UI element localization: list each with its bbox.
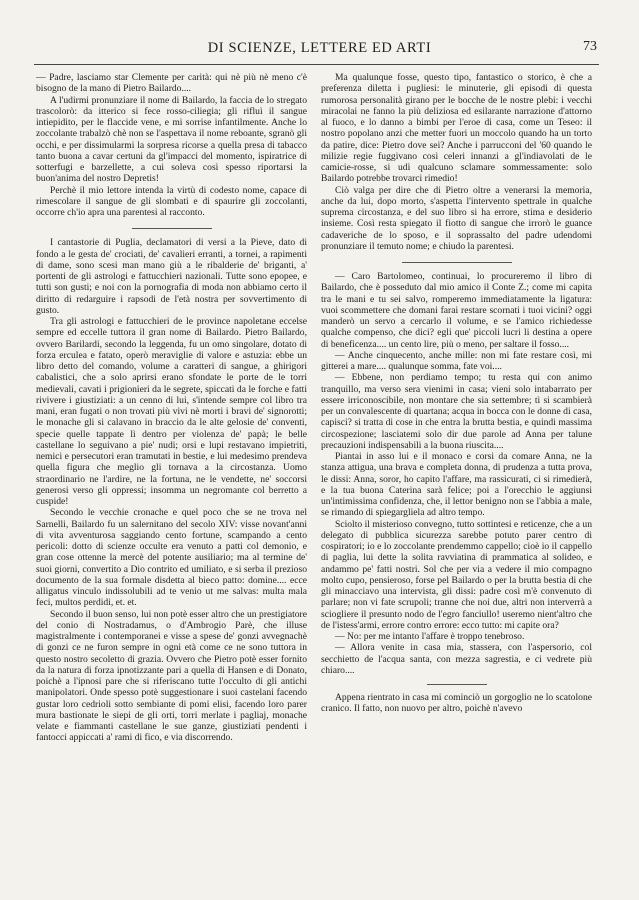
paragraph: — Caro Bartolomeo, continuai, lo procureremo il libro di Bailardo, che è posseduto dal mio amico il Conte Z.; come mi capita tra le mani e tu sei salvo, romperemo immediatamente la ligatura: vuoi scommettere che domani farai restare scornati i tuoi vicini? oggi manderò un servo a cercarlo il volume, e se l'amico richiedesse qualche compenso, che dici? egli que' piccoli lucri li destina a opere di beneficenza.... un cento lire, più o meno, per saltare il fosso.... — [321, 271, 592, 350]
section-separator — [402, 262, 512, 263]
page-number: 73 — [583, 39, 597, 54]
paragraph: — Padre, lasciamo star Clemente per carità: qui nè più nè meno c'è bisogno de la mano di Pietro Bailardo.... — [36, 72, 307, 95]
section-separator — [132, 228, 212, 229]
paragraph: I cantastorie di Puglia, declamatori di versi a la Pieve, dato di fondo a le gesta de' crociati, de' cavalieri erranti, a tornei, a rapimenti di dame, sono scesi man mano giù a le ribalderie de' briganti, a' portenti de gli astrologi e fattucchieri nazionali. Tutte sono epopee, e tutti son gusti; e noi con la pornografia di moda non abbiamo certo il diritto di redarguire i rapsodi de l'età nostra per sovvertimento di gusto. — [36, 237, 307, 316]
paragraph: Secondo il buon senso, lui non potè esser altro che un prestigiatore del conio di Nostradamus, o d'Ambrogio Parè, che illuse magistralmente i contemporanei e visse a spese de' gonzi avvegnachè di gonzi ce ne furon sempre in ogni età come ce ne sono tuttora in questo nostro secoletto di grazia. Ovvero che Pietro potè esser fornito da la natura di forza ipnotizzante pari a quella di Hansen e di Donato, poichè a l'ipnosi pare che si riferiscano tutte l'occulto di gli antichi manipolatori. Onde spesso potè suggestionare i suoi castelani facendo gustar loro cedrioli sotto sembiante di pomi elisi, facendo loro parer mura bastionate le siepi de gli orti, torri merlate i pagliaj, monache velate e fiammanti castellane le sue ganze, giustiziati pendenti i fantocci appiccati a' rami di fico, e via discorrendo. — [36, 608, 307, 744]
paragraph: Ciò valga per dire che di Pietro oltre a venerarsi la memoria, anche da lui, dopo morto, s'aspetta l'intervento spettrale in qualche suprema circostanza, e del suo libro si ha errore, stima e desiderio insieme. Così resta spiegato il fiotto di sangue che irrorò le guance cadaveriche de lo sposo, e il soprassalto del padre udendomi pronunziare il temuto nome; e chiudo la parentesi. — [321, 184, 592, 252]
paragraph: A l'udirmi pronunziare il nome di Bailardo, la faccia de lo stregato trascolorò: da itterico si fece rosso-ciliegia; gli rifluì il sangue intiepidito, per le flaccide vene, e mi sorrise infantilmente. Anche lo zoccolante trabalzò chè non se l'aspettava il nome reboante, sgranò gli occhi, e per dissimularmi la sorpresa ricorse a quella presa di tabacco tanto buona a cavar certuni da gl'impacci del momento, ispiratrice di sotterfugi e barzellette, a cui soleva così spesso riportarsi la buon'anima del nostro Depretis! — [36, 94, 307, 185]
paragraph: — Anche cinquecento, anche mille: non mi fate restare così, mi gitterei a mare.... qualunque somma, fate voi.... — [321, 349, 592, 372]
paragraph: — Ebbene, non perdiamo tempo; tu resta qui con animo tranquillo, ma verso sera vienimi in casa; vieni solo intabarrato per essere irriconoscibile, non montare che sia settembre; tì si scambierà per un convalescente di quartana; acqua in bocca con le donne di casa, capisci? si tratta di cose in che entra la brutta bestia, e quindi massima circospezione; lasciatemi solo dir due parole ad Anna per talune precauzioni indispensabili a la buona riuscita.... — [321, 372, 592, 451]
page-header — [0, 36, 639, 58]
running-title: DI SCIENZE, LETTERE ED ARTI — [207, 40, 432, 56]
left-column — [36, 72, 307, 744]
paragraph: Secondo le vecchie cronache e quel poco che se ne trova nel Sarnelli, Bailardo fu un salernitano del secolo XIV: visse novant'anni di vita avventurosa saggiando cento fortune, scampando a cento pericoli: dotto di scienze occulte era venuto a patti col demonio, e gran cose ottenne la mercè del potente ausiliario; ma al termine de' suoi giorni, convertito a Dio contrito ed umiliato, e si serba il prezioso documento de la sua formale disdetta al bieco patto: domine.... ecce alligatus vinculo indissolubili ad te venio ut me salvas: multa mala feci, multos perdidi, et. et. — [36, 507, 307, 609]
paragraph: Sciolto il misterioso convegno, tutto sottintesi e reticenze, che a un delegato di pubblica sicurezza sarebbe potuto parer centro di cospiratori; io e lo zoccolante prendemmo cappello; cioè io il cappello di paglia, lui dette la solita ravviatina di prammatica al solideo, e andammo pe' fatti nostri. Sol che per via a vedere il mio compagno molto cupo, pensieroso, forse pel Bailardo o per la brutta bestia di che gli minacciavo una intervista, gli dissi: padre così m'è convenuto di parlare; non vi fate scrupoli; tranne che noi due, altri non interverrà a sciogliere il presunto nodo de l'egro fanciullo! useremo nient'altro che de l'istess'armi, errore contro errore: ecco tutto: mi capite ora? — [321, 518, 592, 631]
paragraph: — Allora venite in casa mia, stassera, con l'aspersorio, col secchietto de l'acqua santa, con mezza sagrestia, e ci vedrete più chiaro.... — [321, 642, 592, 676]
paragraph: Perchè il mio lettore intenda la virtù di codesto nome, capace di rimescolare il sangue de gli slombati e di spaurire gli zoccolanti, occorre ch'io apra una parentesi al racconto. — [36, 184, 307, 218]
paragraph: — No: per me intanto l'affare è troppo tenebroso. — [335, 631, 525, 642]
header-rule — [34, 64, 599, 65]
right-column — [321, 72, 592, 715]
paragraph: Tra gli astrologi e fattucchieri de le province napoletane eccelse sempre ed eccelle tuttora il gran nome di Bailardo. Pietro Bailardo, ovvero Barilardi, secondo la leggenda, fu un omo singolare, dotato di forza erculea e fatato, operò meraviglie di valore e astuzia: ebbe un libro detto del comando, volume a caratteri di sangue, a ghirigori cabalistici, che a solo aprirsi erano sfondate le porte de le torri medievali, cavati i prigionieri da le segrete, spiccati da le forche e fatti rivivere i giustiziati: a un cenno di lui, s'intende sempre col libro tra mani, eran fugati o non trovati più vivi nè morti i bravi de' signorotti; le monache gli si calavano in braccio da le alte gelosie de' conventi, specie quelle tappate lì dentro per violenza de' papà; le belle castellane lo seguivano a pie' nudi; orsi e lupi restavano impietriti, nemici e persecutori eran tramutati in bestie, e lui medesimo prendeva quella figura che meglio gli tornava a la circostanza. Uomo straordinario ne l'ardire, ne la fortuna, ne le vendette, ne' soccorsi generosi verso gli oppressi; insomma un negromante col berretto a cuspide! — [36, 316, 307, 507]
paragraph: Piantai in asso lui e il monaco e corsi da comare Anna, ne la stanza attigua, una brava e completa donna, di prudenza a tutta prova, le dissi: Anna, soror, ho capito l'affare, ma rassicurati, ci si rimedierà, e la tua buona Caterina sarà felice; poi a l'orecchio le aggiunsi un'intimissima confidenza, che, il lettor benigno non se l'abbia a male, se rimando di spiegargliela ad altro tempo. — [321, 451, 592, 519]
paragraph: Ma qualunque fosse, questo tipo, fantastico o storico, è che a preferenza diletta i pugliesi: le minuterie, gli episodi di questa rumorosa personalità girano per le bocche de le nostre plebi: i vecchi miracolai ne fanno la più deliziosa ed esilarante narrazione d'attorno al fuoco, e lo danno a bimbi per l'eroe di casa, come un Teseo: il nostro popolano anzi che metter fuori un moccolo quando ha un torto da patire, dice: Pietro dove sei? Anche i parrucconi del '60 quando le milizie regie fuggivano così celeri innanzi a gl'indiavolati de le camicie-rosse, si udì qualcuno sclamare sommessamente: solo Bailardo potrebbe trovarci rimedio! — [321, 72, 592, 185]
section-separator — [427, 684, 487, 685]
paragraph: Appena rientrato in casa mi cominciò un gorgoglio ne lo scatolone cranico. Il fatto, non nuovo per altro, poichè n'avevo — [321, 692, 592, 715]
